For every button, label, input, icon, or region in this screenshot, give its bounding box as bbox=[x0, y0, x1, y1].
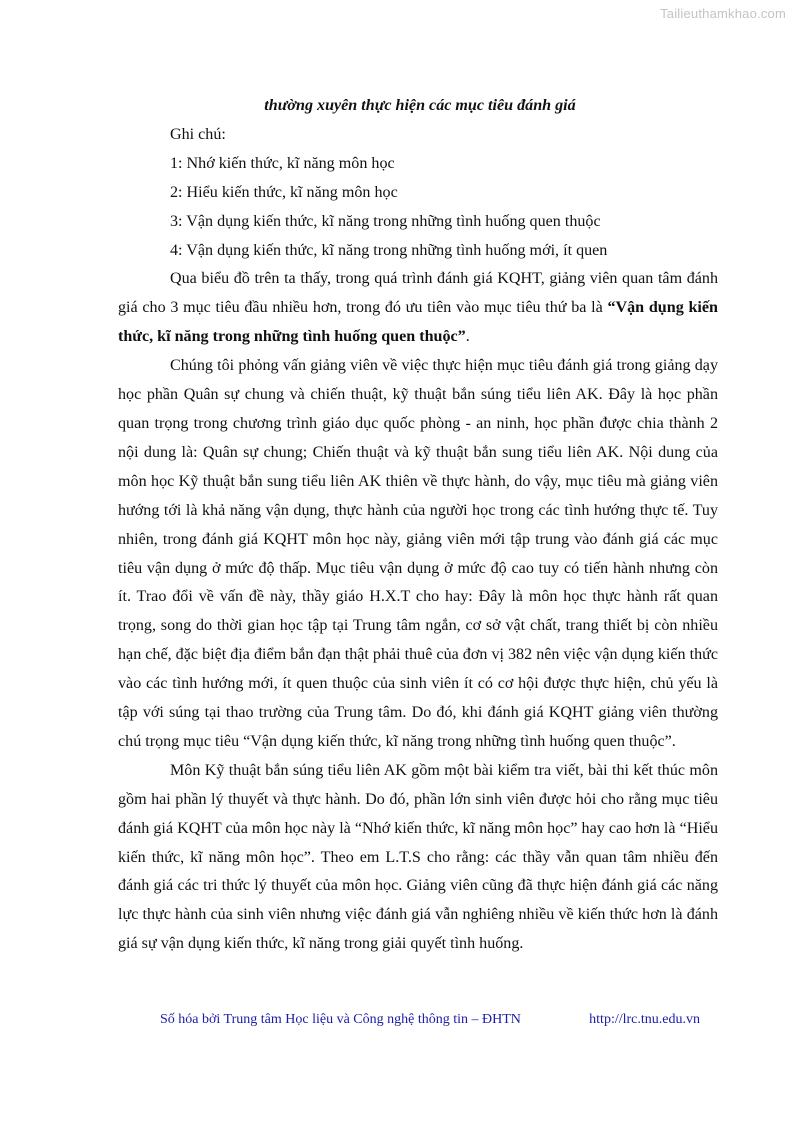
watermark: Tailieuthamkhao.com bbox=[660, 6, 786, 21]
note-item-3: 3: Vận dụng kiến thức, kĩ năng trong những tình huống quen thuộc bbox=[170, 212, 601, 230]
note-item-4: 4: Vận dụng kiến thức, kĩ năng trong những tình huống mới, ít quen bbox=[170, 241, 608, 259]
page-footer bbox=[160, 1012, 700, 1028]
page-body bbox=[118, 92, 718, 959]
notes-title: Ghi chú: bbox=[170, 125, 226, 143]
paragraph-2: Chúng tôi phỏng vấn giảng viên về việc thực hiện mục tiêu đánh giá trong giảng dạy học phần Quân sự chung và chiến thuật, kỹ thuật bắn súng tiểu liên AK. Đây là học phần quan trọng trong chương trình giáo dục quốc phòng - an ninh, học phần được chia thành 2 nội dung là: Quân sự chung; Chiến thuật và kỹ thuật bắn sung tiểu liên AK. Nội dung của môn học Kỹ thuật bắn sung tiểu liên AK thiên về thực hành, do vậy, mục tiêu mà giảng viên hướng tới là khả năng vận dụng, thực hành của người học trong các tình hướng thực tế. Tuy nhiên, trong đánh giá KQHT môn học này, giảng viên mới tập trung vào đánh giá các mục tiêu vận dụng ở mức độ thấp. Mục tiêu vận dụng ở mức độ cao tuy có tiến hành nhưng còn ít. Trao đổi về vấn đề này, thầy giáo H.X.T cho hay: Đây là môn học thực hành rất quan trọng, song do thời gian học tập tại Trung tâm ngắn, cơ sở vật chất, trang thiết bị còn nhiều hạn chế, đặc biệt địa điểm bắn đạn thật phải thuê của đơn vị 382 nên việc vận dụng kiến thức vào các tình hướng mới, ít quen thuộc của sinh viên ít có cơ hội được thực hiện, chủ yếu là tập với súng tại thao trường của Trung tâm. Do đó, khi đánh giá KQHT giảng viên thường chú trọng mục tiêu “Vận dụng kiến thức, kĩ năng trong những tình huống quen thuộc”. bbox=[118, 357, 718, 750]
note-item-2: 2: Hiểu kiến thức, kĩ năng môn học bbox=[170, 183, 398, 201]
paragraph-1 bbox=[118, 265, 718, 352]
paragraph-1-end: . bbox=[465, 328, 470, 346]
paragraph-3: Môn Kỹ thuật bắn súng tiểu liên AK gồm một bài kiểm tra viết, bài thi kết thúc môn gồm hai phần lý thuyết và thực hành. Do đó, phần lớn sinh viên được hỏi cho rằng mục tiêu đánh giá KQHT của môn học này là “Nhớ kiến thức, kĩ năng môn học” hay cao hơn là “Hiểu kiến thức, kĩ năng môn học”. Theo em L.T.S cho rằng: các thầy vẫn quan tâm nhiều đến đánh giá các tri thức lý thuyết của môn học. Giảng viên cũng đã thực hiện đánh giá các năng lực thực hành của sinh viên nhưng việc đánh giá vẫn nghiêng nhiều về kiến thức hơn là đánh giá sự vận dụng kiến thức, kĩ năng trong giải quyết tình huống. bbox=[118, 761, 718, 953]
footer-credit: Số hóa bởi Trung tâm Học liệu và Công nghệ thông tin – ĐHTN bbox=[160, 1012, 521, 1027]
paragraph-1-quote: “Vận dụng kiến thức, kĩ năng trong những tình huống quen thuộc” bbox=[118, 299, 718, 346]
paragraph-1-text: Qua biểu đồ trên ta thấy, trong quá trình đánh giá KQHT, giảng viên quan tâm đánh giá cho 3 mục tiêu đầu nhiều hơn, trong đó ưu tiên vào mục tiêu thứ ba là bbox=[118, 270, 718, 317]
section-heading: thường xuyên thực hiện các mục tiêu đánh giá bbox=[264, 97, 576, 114]
footer-url[interactable]: http://lrc.tnu.edu.vn bbox=[589, 1012, 700, 1027]
note-item-1: 1: Nhớ kiến thức, kĩ năng môn học bbox=[170, 154, 395, 172]
